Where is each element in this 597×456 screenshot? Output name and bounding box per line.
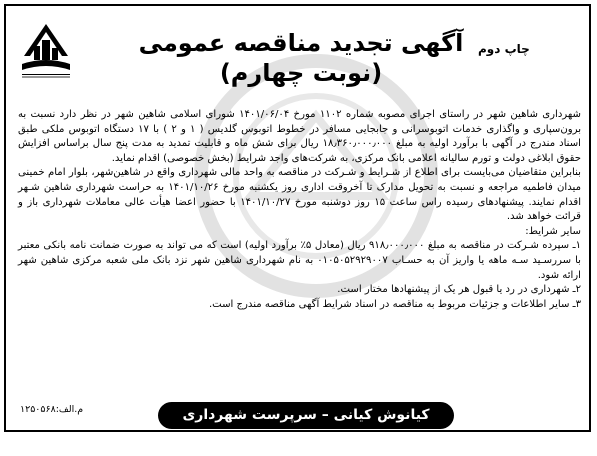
title-line-1: آگهی تجدید مناقصه عمومی — [138, 29, 464, 57]
condition-item-3: ۳ـ سایر اطلاعات و جزئیات مربوط به مناقصه در اسناد شرایط آگهی مناقصه مندرج است. — [208, 298, 581, 310]
paragraph-intro: شهرداری شاهین شهر در راستای اجرای مصوبه شماره ۱۱۰۲ مورخ ۱۴۰۱/۰۶/۰۴ شورای اسلامی شاهین شهر در نظر دارد نسبت به برون‌سپاری و واگذاری خدمات اتوبوسرانی و جابجایی مسافر در خطوط اتوبوس گلدیس ( ۱ و ۲ ) با ۱۷ دستگاه اتوبوس ملکی طبق اسناد مندرج در آگهی با برآورد اولیه به مبلغ ۱۸٫۳۶۰٫۰۰۰٫۰۰۰ ریال برای شش ماه و قابلیت تمدید به مدت پنج سال براساس افزایش حقوق ابلاغی دولت و تورم سالیانه اعلامی بانک مرکزی، به شرکت‌های واجد شرایط (بخش خصوصی) اقدام نماید. — [18, 109, 581, 164]
edition-label: چاپ دوم — [478, 42, 530, 56]
condition-item-2: ۲ـ شهرداری در رد یا قبول هر یک از پیشنهادها مختار است. — [337, 284, 581, 296]
municipality-logo — [16, 16, 76, 86]
notice-body — [18, 108, 581, 312]
condition-item-1: ۱ـ سپرده شـرکت در مناقصه به مبلغ ۹۱۸٫۰۰۰٫۰۰۰ ریال (معادل ۵٪ برآورد اولیه) است که می تواند به صورت ضمانت نامه بانکی معتبر با سررسـید سـه ماهه یا واریز آن به حسـاب ۰۱۰۵۰۵۲۹۲۹۰۰۷ به نام شهرداری شاهین شهر نزد بانک ملی شعبه مرکزی شاهین شهر ارائه شود. — [18, 240, 581, 281]
paragraph-conditions-heading: سایر شرایط: — [525, 225, 581, 237]
notice-title — [136, 28, 466, 88]
ad-code: م.الف:۱۲۵۰۵۶۸ — [20, 404, 84, 415]
title-line-2: (نوبت چهارم) — [219, 59, 383, 87]
paragraph-instructions: بنابراین متقاضیان می‌بایست برای اطلاع از شـرایط و شـرکت در مناقصه به واحد مالی شهرداری واقع در شاهین‌شهر، بلوار امام خمینی میدان فاطمیه مراجعه و نسبت به تحویل مدارک تا آخروقت اداری روز یکشنبه مورخ ۱۴۰۱/۱۰/۲۶ به حراست شهرداری شاهین شـهر اقدام نمایند. پیشنهادهای رسیده راس ساعت ۱۵ روز دوشنبه مورخ ۱۴۰۱/۱۰/۲۷ با حضور اعضا هیأت عالی معاملات شهرداری باز و قرائت خواهد شد. — [18, 167, 581, 223]
notice-frame — [4, 4, 591, 450]
signature-banner: کیانوش کیانی – سرپرست شهرداری شاهین شهر — [158, 402, 454, 429]
